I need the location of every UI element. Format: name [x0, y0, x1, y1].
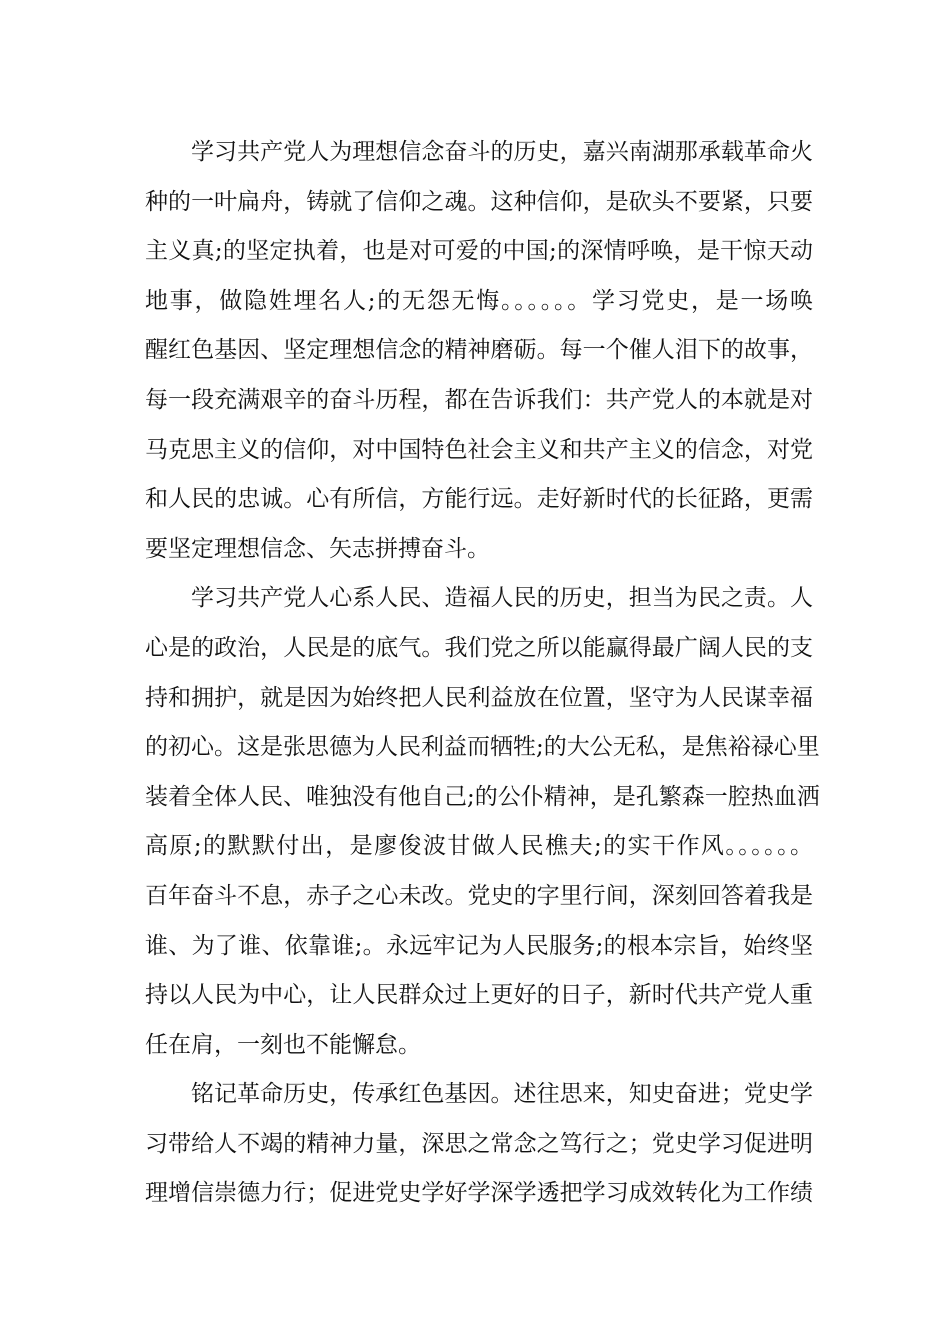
text-line: 每一段充满艰辛的奋斗历程，都在告诉我们：共产党人的本就是对: [145, 386, 813, 413]
text-line: 百年奋斗不息，赤子之心未改。党史的字里行间，深刻回答着我是: [145, 882, 813, 909]
text-line: 铭记革命历史，传承红色基因。述往思来，知史奋进；党史学: [191, 1081, 813, 1108]
text-line: 任在肩，一刻也不能懈怠。: [145, 1031, 421, 1058]
text-line: 要坚定理想信念、矢志拼搏奋斗。: [145, 535, 490, 562]
text-line: 马克思主义的信仰，对中国特色社会主义和共产主义的信念，对党: [145, 436, 813, 463]
paragraph-3: [145, 1070, 813, 1219]
text-line: 习带给人不竭的精神力量，深思之常念之笃行之；党史学习促进明: [145, 1130, 813, 1157]
text-line: 主义真;的坚定执着，也是对可爱的中国;的深情呼唤，是干惊天动: [145, 238, 813, 265]
text-line: 学习共产党人为理想信念奋斗的历史，嘉兴南湖那承载革命火: [191, 139, 813, 165]
text-line: 持和拥护，就是因为始终把人民利益放在位置，坚守为人民谋幸福: [145, 684, 813, 711]
text-line: 学习共产党人心系人民、造福人民的历史，担当为民之责。人: [191, 585, 813, 612]
paragraph-2: [145, 574, 820, 1070]
text-line: 心是的政治，人民是的底气。我们党之所以能赢得最广阔人民的支: [145, 634, 813, 661]
text-line: 的初心。这是张思德为人民利益而牺牲;的大公无私，是焦裕禄心里: [145, 734, 820, 761]
paragraph-1: [145, 128, 813, 574]
text-line: 醒红色基因、坚定理想信念的精神磨砺。每一个催人泪下的故事，: [145, 337, 813, 364]
text-line: 装着全体人民、唯独没有他自己;的公仆精神，是孔繁森一腔热血洒: [145, 783, 820, 810]
text-line: 谁、为了谁、依靠谁;。永远牢记为人民服务;的根本宗旨，始终坚: [145, 932, 813, 959]
text-line: 和人民的忠诚。心有所信，方能行远。走好新时代的长征路，更需: [145, 486, 813, 513]
text-line: 持以人民为中心，让人民群众过上更好的日子，新时代共产党人重: [145, 982, 813, 1009]
document-body: [145, 128, 820, 1219]
text-line: 地事，做隐姓埋名人;的无怨无悔。。。。。。学习党史，是一场唤: [145, 287, 813, 314]
text-line: 种的一叶扁舟，铸就了信仰之魂。这种信仰，是砍头不要紧，只要: [145, 188, 813, 215]
text-line: 高原;的默默付出，是廖俊波甘做人民樵夫;的实干作风。。。。。。: [145, 833, 813, 860]
text-line: 理增信崇德力行；促进党史学好学深学透把学习成效转化为工作绩: [145, 1180, 813, 1207]
